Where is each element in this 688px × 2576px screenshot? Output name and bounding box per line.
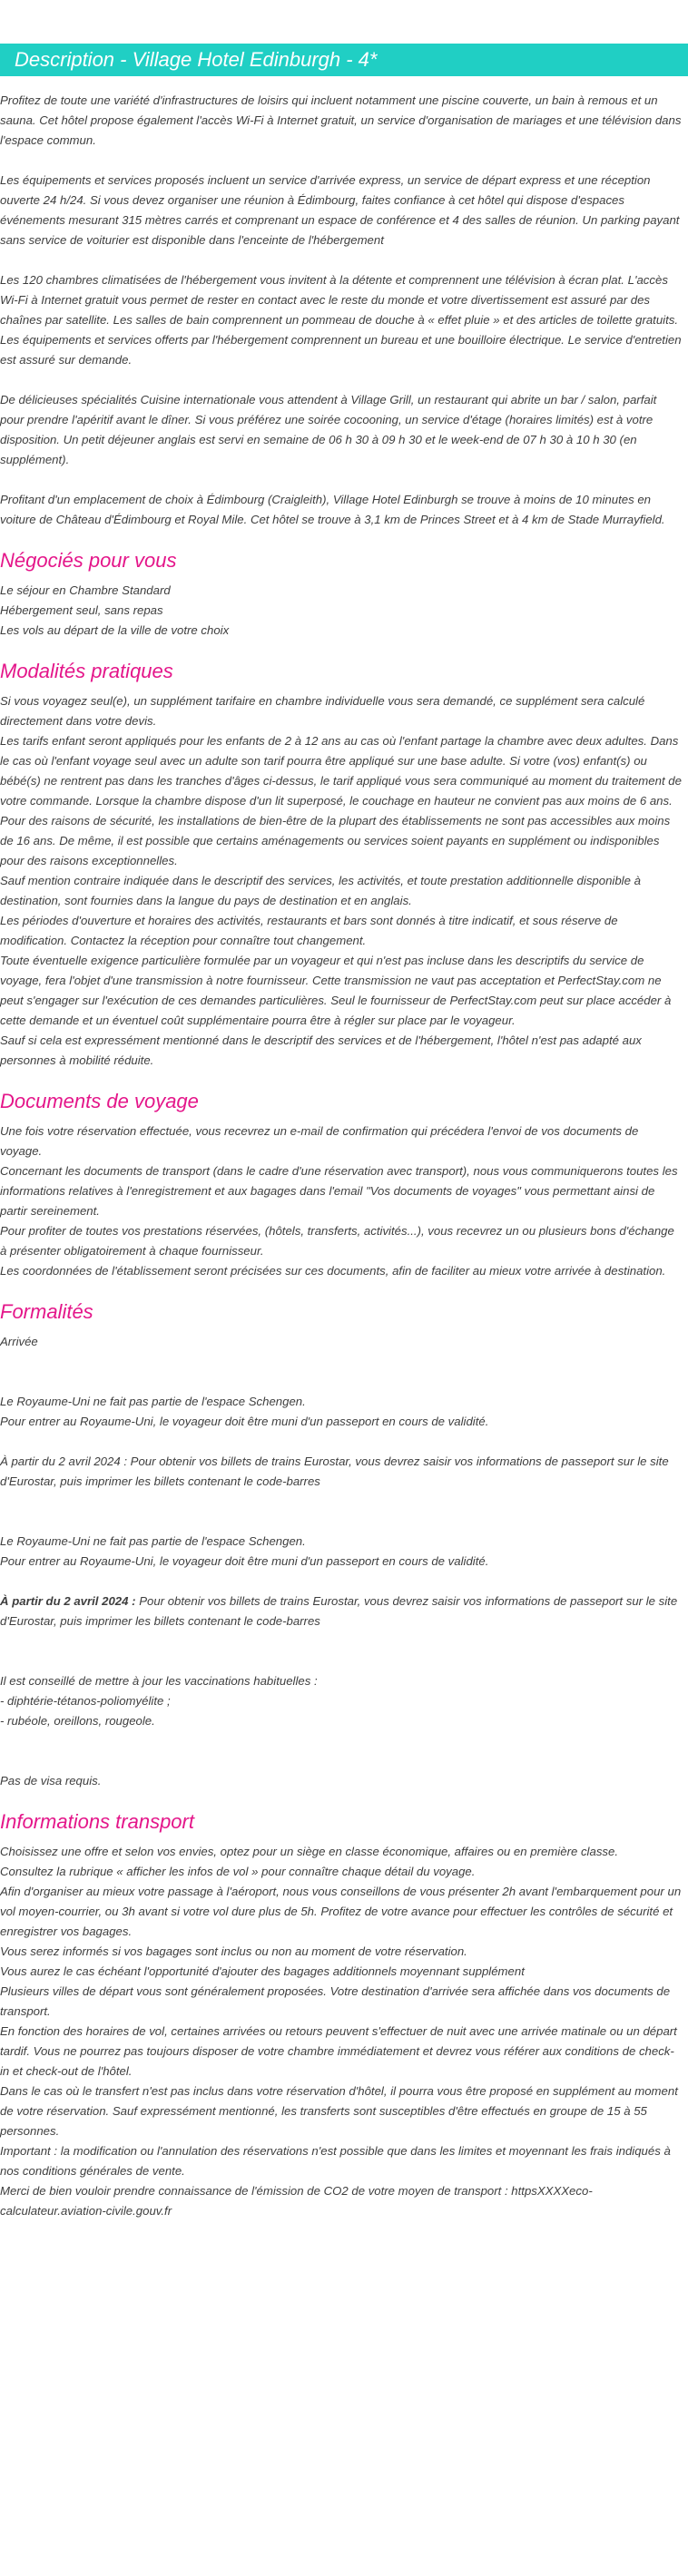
transport-line: En fonction des horaires de vol, certaines arrivées ou retours peuvent s'effectuer de nuit avec une arrivée matinale ou un départ tardif. Vous ne pourrez pas toujours disposer de votre chambre immédiatement et devrez vous référer aux conditions de check-in et check-out de l'hôtel.	[0, 2024, 677, 2078]
list-item: Hébergement seul, sans repas	[0, 603, 163, 617]
section-heading-documents: Documents de voyage	[0, 1090, 199, 1112]
formalites-eurostar	[0, 1592, 683, 1631]
section-heading-transport: Informations transport	[0, 1810, 194, 1833]
formalites-visa: Pas de visa requis.	[0, 1774, 102, 1788]
transport-line: Choisissez une offre et selon vos envies, optez pour un siège en classe économique, affaires ou en première classe.	[0, 1845, 619, 1858]
list-item: Les vols au départ de la ville de votre choix	[0, 623, 230, 637]
modalites-line: Les périodes d'ouverture et horaires des activités, restaurants et bars sont donnés à titre indicatif, et sous réserve de modification. Contactez la réception pour connaître tout changement.	[0, 914, 618, 947]
modalites-line: Pour des raisons de sécurité, les installations de bien-être de la plupart des établissements ne sont pas accessibles aux moins de 16 ans. De même, il est possible que certains aménagements ou services soient payants en supplément ou indisponibles pour des raisons exceptionnelles.	[0, 814, 671, 867]
transport-line: Afin d'organiser au mieux votre passage à l'aéroport, nous vous conseillons de vous présenter 2h avant l'embarquement pour un vol moyen-courrier, ou 3h avant si votre vol dure plus de 5h. Profitez de votre avance pour effectuer les contrôles de sécurité et enregistrer vos bagages.	[0, 1885, 682, 1938]
eurostar-date-label: À partir du 2 avril 2024 :	[0, 1594, 136, 1608]
formalites-arrivee: Arrivée	[0, 1335, 38, 1348]
eurostar-text: Pour obtenir vos billets de trains Eurostar, vous devrez saisir vos informations de passeport sur le site d'Eurostar, puis imprimer les billets contenant le code-barres	[0, 1594, 678, 1628]
modalites-line: Les tarifs enfant seront appliqués pour les enfants de 2 à 12 ans au cas où l'enfant partage la chambre avec deux adultes. Dans le cas où l'enfant voyage seul avec un adulte son tarif pourra être appliqué sur une base adulte. Si votre (vos) enfant(s) ou bébé(s) ne rentrent pas dans les tranches d'âges ci-dessus, le tarif appliqué vous sera communiqué au moment du traitement de votre commande. Lorsque la chambre dispose d'un lit superposé, le couchage en hauteur ne convient pas aux moins de 6 ans.	[0, 734, 682, 808]
documents-line: Une fois votre réservation effectuée, vous recevrez un e-mail de confirmation qui précédera l'envoi de vos documents de voyage.	[0, 1124, 639, 1158]
formalites-line: Il est conseillé de mettre à jour les vaccinations habituelles :	[0, 1674, 318, 1688]
transport-line: Important : la modification ou l'annulation des réservations n'est possible que dans les limites et moyennant les frais indiqués à nos conditions générales de vente.	[0, 2144, 671, 2178]
formalites-line: Pour entrer au Royaume-Uni, le voyageur doit être muni d'un passeport en cours de validité.	[0, 1415, 489, 1428]
description-paragraph: Profitant d'un emplacement de choix à Édimbourg (Craigleith), Village Hotel Edinburgh se trouve à moins de 10 minutes en voiture de Château d'Édimbourg et Royal Mile. Cet hôtel se trouve à 3,1 km de Princes Street et à 4 km de Stade Murrayfield.	[0, 493, 665, 526]
transport-line: Dans le cas où le transfert n'est pas inclus dans votre réservation d'hôtel, il pourra vous être proposé en supplément au moment de votre réservation. Sauf expressément mentionné, les transferts sont susceptibles d'être effectués en groupe de 15 à 55 personnes.	[0, 2084, 678, 2138]
transport-line: Vous aurez le cas échéant l'opportunité d'ajouter des bagages additionnels moyennant supplément	[0, 1964, 525, 1978]
section-heading-formalites: Formalités	[0, 1300, 93, 1323]
formalites-line: - rubéole, oreillons, rougeole.	[0, 1714, 155, 1728]
transport-line: Vous serez informés si vos bagages sont inclus ou non au moment de votre réservation.	[0, 1944, 467, 1958]
description-paragraph: Les équipements et services proposés incluent un service d'arrivée express, un service de départ express et une réception ouverte 24 h/24. Si vous devez organiser une réunion à Édimbourg, faites confiance à cet hôtel qui dispose d'espaces événements mesurant 315 mètres carrés et comprenant un espace de conférence et 4 des salles de réunion. Un parking payant sans service de voiturier est disponible dans l'enceinte de l'hébergement	[0, 173, 680, 247]
transport-line: Merci de bien vouloir prendre connaissance de l'émission de CO2 de votre moyen de transport : httpsXXXXeco-calculateur.aviation-civile.gouv.fr	[0, 2184, 593, 2218]
formalites-line: Pour entrer au Royaume-Uni, le voyageur doit être muni d'un passeport en cours de validité.	[0, 1554, 489, 1568]
section-heading-modalites: Modalités pratiques	[0, 660, 173, 682]
title-banner	[0, 44, 688, 76]
description-paragraph: Profitez de toute une variété d'infrastructures de loisirs qui incluent notamment une piscine couverte, un bain à remous et un sauna. Cet hôtel propose également l'accès Wi-Fi à Internet gratuit, un service d'organisation de mariages et une télévision dans l'espace commun.	[0, 93, 682, 147]
documents-line: Les coordonnées de l'établissement seront précisées sur ces documents, afin de faciliter au mieux votre arrivée à destination.	[0, 1264, 666, 1278]
modalites-line: Sauf si cela est expressément mentionné dans le descriptif des services et de l'hébergement, l'hôtel n'est pas adapté aux personnes à mobilité réduite.	[0, 1033, 642, 1067]
formalites-line: - diphtérie-tétanos-poliomyélite ;	[0, 1694, 171, 1708]
documents-line: Pour profiter de toutes vos prestations réservées, (hôtels, transferts, activités...), vous recevrez un ou plusieurs bons d'échange à présenter obligatoirement à chaque fournisseur.	[0, 1224, 674, 1258]
modalites-line: Si vous voyagez seul(e), un supplément tarifaire en chambre individuelle vous sera demandé, ce supplément sera calculé directement dans votre devis.	[0, 694, 645, 728]
description-paragraph: Les 120 chambres climatisées de l'hébergement vous invitent à la détente et comprennent une télévision à écran plat. L'accès Wi-Fi à Internet gratuit vous permet de rester en contact avec le reste du monde et votre divertissement est assuré par des chaînes par satellite. Les salles de bain comprennent un pommeau de douche à « effet pluie » et des articles de toilette gratuits. Les équipements et services offerts par l'hébergement comprennent un bureau et une bouilloire électrique. Le service d'entretien est assuré sur demande.	[0, 273, 682, 367]
modalites-line: Toute éventuelle exigence particulière formulée par un voyageur et qui n'est pas incluse dans les descriptifs du service de voyage, fera l'objet d'une transmission à notre fournisseur. Cette transmission ne vaut pas acceptation et PerfectStay.com ne peut s'engager sur l'exécution de ces demandes particulières. Seul le fournisseur de PerfectStay.com peut sur place accéder à cette demande et un éventuel coût supplémentaire pourra être à régler sur place par le voyageur.	[0, 954, 672, 1027]
formalites-line: Le Royaume-Uni ne fait pas partie de l'espace Schengen.	[0, 1395, 306, 1408]
formalites-line: Le Royaume-Uni ne fait pas partie de l'espace Schengen.	[0, 1534, 306, 1548]
modalites-line: Sauf mention contraire indiquée dans le descriptif des services, les activités, et toute prestation additionnelle disponible à destination, sont fournies dans la langue du pays de destination et en anglais.	[0, 874, 641, 907]
formalites-line: À partir du 2 avril 2024 : Pour obtenir vos billets de trains Eurostar, vous devrez saisir vos informations de passeport sur le site d'Eurostar, puis imprimer les billets contenant le code-barres	[0, 1455, 669, 1488]
content	[0, 91, 683, 2221]
page-title: Description - Village Hotel Edinburgh - 4*	[15, 48, 378, 71]
description-paragraph: De délicieuses spécialités Cuisine internationale vous attendent à Village Grill, un restaurant qui abrite un bar / salon, parfait pour prendre l'apéritif avant le dîner. Si vous préférez une soirée cocooning, un service d'étage (horaires limités) est à votre disposition. Un petit déjeuner anglais est servi en semaine de 06 h 30 à 09 h 30 et le week-end de 07 h 30 à 10 h 30 (en supplément).	[0, 393, 657, 466]
section-heading-negocies: Négociés pour vous	[0, 549, 177, 572]
transport-line: Plusieurs villes de départ vous sont généralement proposées. Votre destination d'arrivée sera affichée dans vos documents de transport.	[0, 1984, 671, 2018]
documents-line: Concernant les documents de transport (dans le cadre d'une réservation avec transport), nous vous communiquerons toutes les informations relatives à l'enregistrement et aux bagages dans l'email "Vos documents de voyages" vous permettant ainsi de partir sereinement.	[0, 1164, 678, 1218]
transport-line: Consultez la rubrique « afficher les infos de vol » pour connaître chaque détail du voyage.	[0, 1865, 476, 1878]
list-item: Le séjour en Chambre Standard	[0, 583, 171, 597]
